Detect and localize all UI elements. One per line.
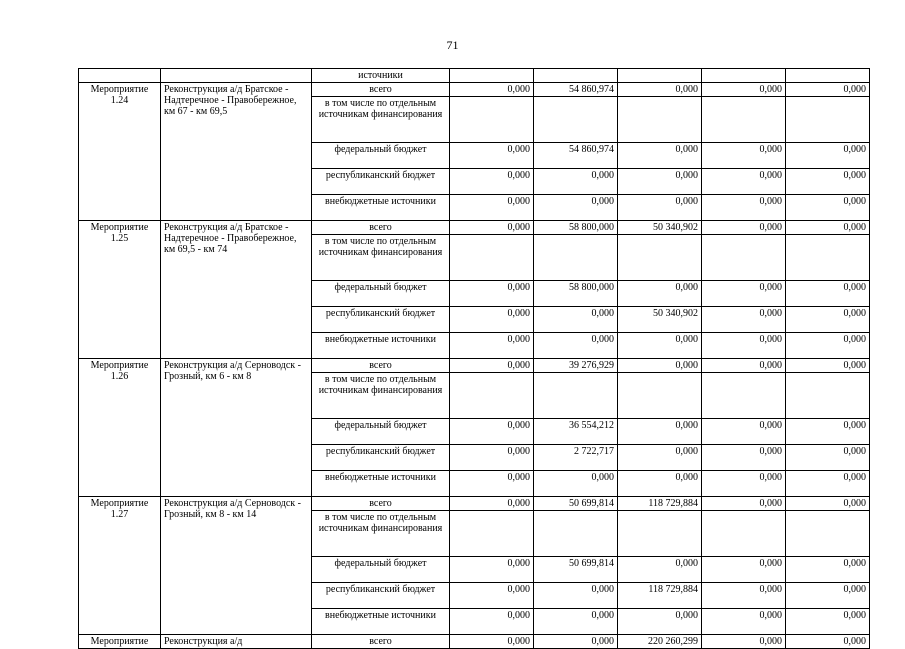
value-cell: 0,000 — [450, 307, 534, 333]
value-cell — [702, 373, 786, 419]
value-cell: 220 260,299 — [618, 635, 702, 649]
event-name: Реконструкция а/д Братское - Надтеречное - Правобережное, км 67 - км 69,5 — [161, 83, 312, 221]
event-label: Мероприятие 1.25 — [79, 221, 161, 359]
value-cell: 0,000 — [702, 221, 786, 235]
value-cell: 0,000 — [618, 169, 702, 195]
value-cell: 0,000 — [534, 169, 618, 195]
value-cell: 0,000 — [702, 419, 786, 445]
value-cell: 0,000 — [702, 609, 786, 635]
value-cell: 0,000 — [786, 445, 870, 471]
value-cell: 0,000 — [450, 221, 534, 235]
value-cell: 0,000 — [786, 583, 870, 609]
value-cell: 0,000 — [702, 83, 786, 97]
value-cell — [618, 373, 702, 419]
value-cell: 0,000 — [534, 609, 618, 635]
value-cell — [786, 373, 870, 419]
value-cell: 0,000 — [702, 143, 786, 169]
table-row — [79, 635, 870, 649]
value-cell: 0,000 — [450, 143, 534, 169]
value-cell — [786, 97, 870, 143]
value-cell — [534, 97, 618, 143]
value-cell: 0,000 — [450, 169, 534, 195]
value-cell: 0,000 — [534, 333, 618, 359]
source-cell: внебюджетные источники — [312, 195, 450, 221]
value-cell: 0,000 — [786, 471, 870, 497]
value-cell: 0,000 — [702, 583, 786, 609]
source-cell: республиканский бюджет — [312, 307, 450, 333]
value-cell: 0,000 — [618, 419, 702, 445]
value-cell: 0,000 — [450, 635, 534, 649]
value-cell: 0,000 — [534, 471, 618, 497]
value-cell: 0,000 — [702, 333, 786, 359]
value-cell: 0,000 — [702, 195, 786, 221]
value-cell: 54 860,974 — [534, 143, 618, 169]
value-cell: 0,000 — [702, 169, 786, 195]
value-cell — [450, 97, 534, 143]
value-cell — [618, 97, 702, 143]
value-cell: 50 699,814 — [534, 557, 618, 583]
event-name: Реконструкция а/д Братское - Надтеречное - Правобережное, км 69,5 - км 74 — [161, 221, 312, 359]
value-cell: 0,000 — [786, 557, 870, 583]
value-cell — [702, 511, 786, 557]
value-cell: 0,000 — [786, 281, 870, 307]
value-cell: 0,000 — [786, 635, 870, 649]
source-cell: внебюджетные источники — [312, 471, 450, 497]
value-cell: 39 276,929 — [534, 359, 618, 373]
value-cell: 0,000 — [702, 445, 786, 471]
source-cell: республиканский бюджет — [312, 445, 450, 471]
value-cell: 0,000 — [786, 143, 870, 169]
value-cell: 50 699,814 — [534, 497, 618, 511]
event-label: Мероприятие 1.24 — [79, 83, 161, 221]
page-number: 71 — [446, 38, 459, 52]
value-cell: 50 340,902 — [618, 221, 702, 235]
value-cell: 0,000 — [450, 281, 534, 307]
value-cell: 0,000 — [786, 195, 870, 221]
value-cell: 0,000 — [702, 359, 786, 373]
value-cell: 0,000 — [786, 83, 870, 97]
value-cell: 0,000 — [618, 557, 702, 583]
value-cell — [786, 511, 870, 557]
value-cell: 58 800,000 — [534, 281, 618, 307]
value-cell: 0,000 — [786, 307, 870, 333]
value-cell: 0,000 — [618, 281, 702, 307]
value-cell: 0,000 — [618, 83, 702, 97]
value-cell: 0,000 — [702, 635, 786, 649]
value-cell: 0,000 — [786, 333, 870, 359]
value-cell — [702, 235, 786, 281]
source-cell: в том числе по отдельным источникам финансирования — [312, 97, 450, 143]
source-cell: источники — [312, 69, 450, 83]
source-cell: республиканский бюджет — [312, 583, 450, 609]
value-cell — [534, 373, 618, 419]
value-cell: 58 800,000 — [534, 221, 618, 235]
value-cell — [702, 97, 786, 143]
value-cell — [450, 511, 534, 557]
value-cell: 0,000 — [702, 281, 786, 307]
value-cell: 118 729,884 — [618, 583, 702, 609]
source-cell: всего — [312, 497, 450, 511]
source-cell: в том числе по отдельным источникам финансирования — [312, 511, 450, 557]
event-label: Мероприятие 1.26 — [79, 359, 161, 497]
value-cell: 0,000 — [450, 583, 534, 609]
value-cell: 0,000 — [618, 333, 702, 359]
table-row — [79, 359, 870, 373]
table-row — [79, 83, 870, 97]
value-cell — [618, 235, 702, 281]
value-cell: 0,000 — [786, 609, 870, 635]
budget-table — [78, 68, 870, 649]
value-cell: 0,000 — [618, 195, 702, 221]
source-cell: внебюджетные источники — [312, 333, 450, 359]
value-cell: 0,000 — [618, 143, 702, 169]
value-cell: 0,000 — [702, 471, 786, 497]
source-cell: федеральный бюджет — [312, 557, 450, 583]
value-cell: 0,000 — [786, 419, 870, 445]
value-cell: 54 860,974 — [534, 83, 618, 97]
source-cell: в том числе по отдельным источникам финансирования — [312, 373, 450, 419]
event-label: Мероприятие — [79, 635, 161, 649]
value-cell: 118 729,884 — [618, 497, 702, 511]
value-cell: 0,000 — [534, 583, 618, 609]
value-cell — [534, 235, 618, 281]
value-cell: 0,000 — [450, 497, 534, 511]
value-cell — [618, 511, 702, 557]
event-name: Реконструкция а/д Серноводск - Грозный, км 8 - км 14 — [161, 497, 312, 635]
value-cell: 0,000 — [450, 195, 534, 221]
value-cell: 0,000 — [450, 445, 534, 471]
value-cell: 0,000 — [534, 195, 618, 221]
value-cell: 0,000 — [618, 359, 702, 373]
value-cell — [534, 511, 618, 557]
table-row — [79, 497, 870, 511]
event-name: Реконструкция а/д Серноводск - Грозный, км 6 - км 8 — [161, 359, 312, 497]
value-cell: 0,000 — [450, 557, 534, 583]
value-cell: 2 722,717 — [534, 445, 618, 471]
source-cell: внебюджетные источники — [312, 609, 450, 635]
event-label: Мероприятие 1.27 — [79, 497, 161, 635]
value-cell: 0,000 — [786, 169, 870, 195]
value-cell: 0,000 — [450, 419, 534, 445]
source-cell: всего — [312, 635, 450, 649]
source-cell: всего — [312, 83, 450, 97]
source-cell: всего — [312, 221, 450, 235]
value-cell — [786, 235, 870, 281]
table-row — [79, 69, 870, 83]
value-cell: 0,000 — [450, 333, 534, 359]
event-name: Реконструкция а/д — [161, 635, 312, 649]
value-cell: 0,000 — [618, 609, 702, 635]
source-cell: федеральный бюджет — [312, 419, 450, 445]
value-cell: 0,000 — [534, 307, 618, 333]
source-cell: федеральный бюджет — [312, 281, 450, 307]
value-cell: 0,000 — [618, 445, 702, 471]
source-cell: федеральный бюджет — [312, 143, 450, 169]
value-cell: 0,000 — [702, 307, 786, 333]
source-cell: республиканский бюджет — [312, 169, 450, 195]
value-cell: 0,000 — [450, 83, 534, 97]
value-cell: 0,000 — [702, 497, 786, 511]
value-cell: 0,000 — [618, 471, 702, 497]
value-cell: 0,000 — [450, 471, 534, 497]
value-cell: 0,000 — [534, 635, 618, 649]
value-cell — [450, 235, 534, 281]
value-cell: 0,000 — [786, 359, 870, 373]
value-cell: 0,000 — [786, 221, 870, 235]
value-cell — [450, 373, 534, 419]
value-cell: 36 554,212 — [534, 419, 618, 445]
value-cell: 0,000 — [450, 609, 534, 635]
value-cell: 50 340,902 — [618, 307, 702, 333]
source-cell: в том числе по отдельным источникам финансирования — [312, 235, 450, 281]
source-cell: всего — [312, 359, 450, 373]
value-cell: 0,000 — [786, 497, 870, 511]
value-cell: 0,000 — [702, 557, 786, 583]
value-cell: 0,000 — [450, 359, 534, 373]
table-row — [79, 221, 870, 235]
